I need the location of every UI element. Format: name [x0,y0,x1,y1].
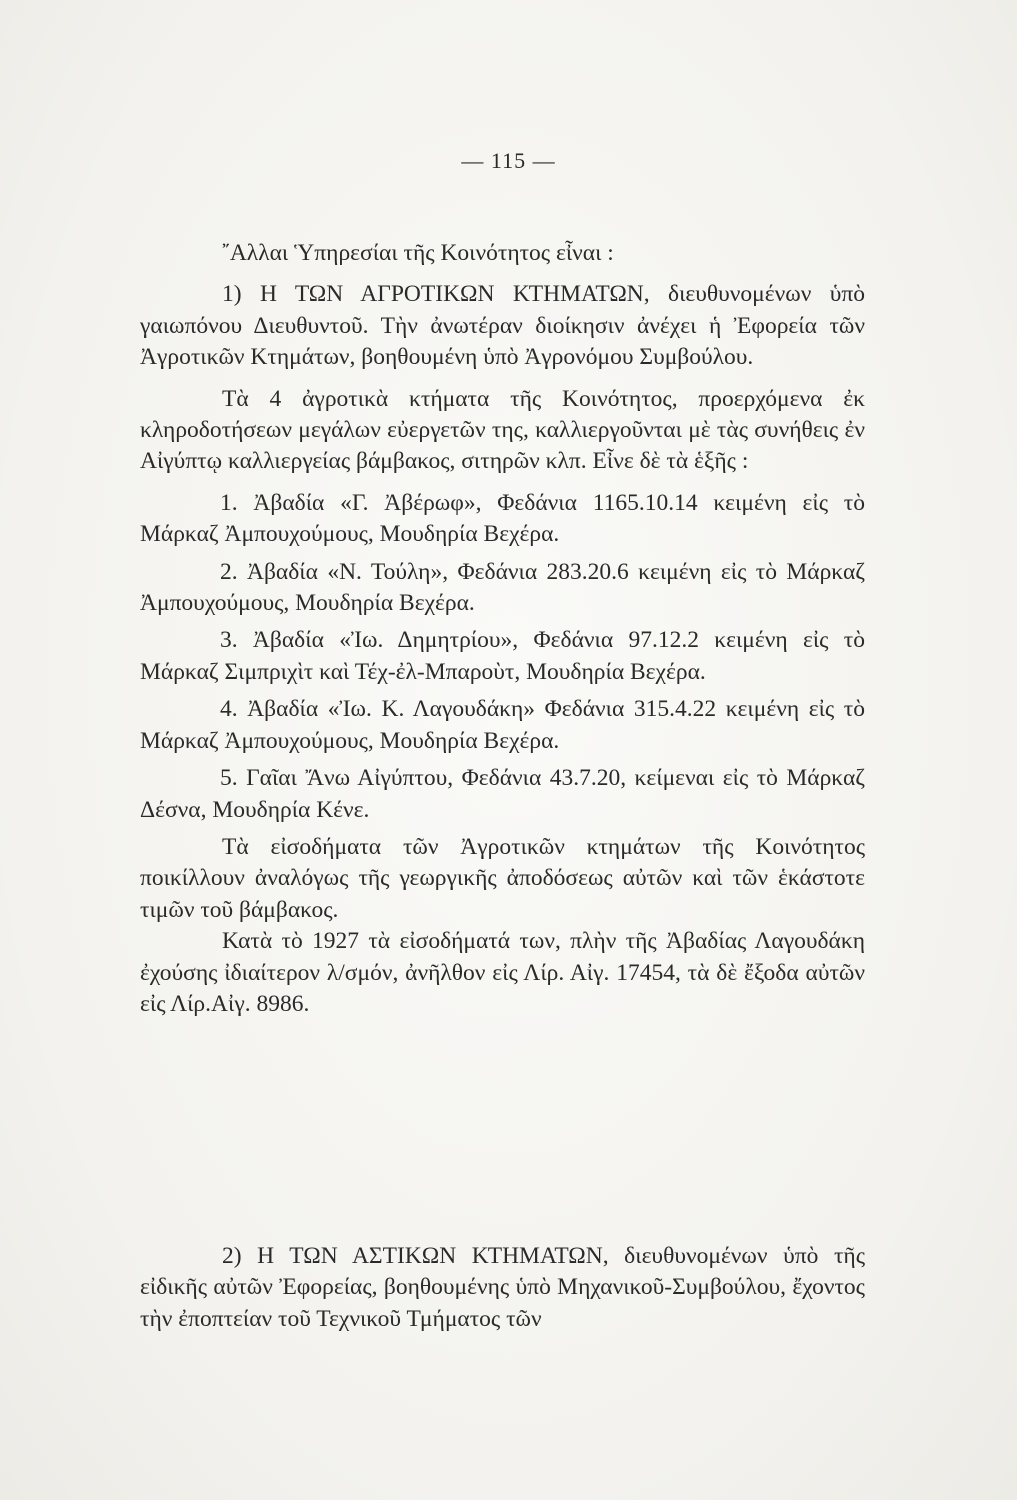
list-item-5: 5. Γαῖαι Ἄνω Αἰγύπτου, Φεδάνια 43.7.20, κείμεναι εἰς τὸ Μάρκαζ Δέσνα, Μουδηρία Κένε. [140,765,865,823]
list-item-1: 1. Ἀβαδία «Γ. Ἀβέρωφ», Φεδάνια 1165.10.14 κειμένη εἰς τὸ Μάρκαζ Ἀμπουχούμους, Μουδηρία Βεχέρα. [140,489,865,548]
section-2-heading-paragraph: 2) Η ΤΩΝ ΑΣΤΙΚΩΝ ΚΤΗΜΑΤΩΝ, διευθυνομένων ὑπὸ τῆς εἰδικῆς αὐτῶν Ἐφορείας, βοηθουμένης ὑπὸ Μηχανικοῦ-Συμβούλου, ἔχοντος τὴν ἐποπτείαν τοῦ Τεχνικοῦ Τμήματος τῶν [140,1243,865,1332]
page-number: — 115 — [461,148,556,173]
list-item-2: 2. Ἀβαδία «Ν. Τούλη», Φεδάνια 283.20.6 κειμένη εἰς τὸ Μάρκαζ Ἀμπουχούμους, Μουδηρία Βεχέρα. [140,558,865,617]
income-paragraph: Τὰ εἰσοδήματα τῶν Ἀγροτικῶν κτημάτων τῆς Κοινότητος ποικίλλουν ἀναλόγως τῆς γεωργικῆς ἀποδόσεως αὐτῶν καὶ τῶν ἑκάστοτε τιμῶν τοῦ βάμβακος. [140,833,865,923]
list-item-4: 4. Ἀβαδία «Ἰω. Κ. Λαγουδάκη» Φεδάνια 315.4.22 κειμένη εἰς τὸ Μάρκαζ Ἀμπουχούμους, Μουδηρία Βεχέρα. [140,696,865,754]
intro-line: ῎Αλλαι Ὑπηρεσίαι τῆς Κοινότητος εἶναι : [222,240,614,266]
section-1-text [140,238,865,1020]
section-2-text [140,1241,865,1335]
section-1-heading-paragraph: 1) Η ΤΩΝ ΑΓΡΟΤΙΚΩΝ ΚΤΗΜΑΤΩΝ, διευθυνομένων ὑπὸ γαιωπόνου Διευθυντοῦ. Τὴν ἀνωτέραν διοίκησιν ἀνέχει ἡ Ἐφορεία τῶν Ἀγροτικῶν Κτημάτων, βοηθουμένη ὑπὸ Ἀγρονόμου Συμβούλου. [140,281,865,371]
list-item-3: 3. Ἀβαδία «Ἰω. Δημητρίου», Φεδάνια 97.12.2 κειμένη εἰς τὸ Μάρκαζ Σιμπριχὶτ καὶ Τέχ-ἐλ-Μπαροὺτ, Μουδηρία Βεχέρα. [140,627,865,685]
figures-paragraph: Κατὰ τὸ 1927 τὰ εἰσοδήματά των, πλὴν τῆς Ἀβαδίας Λαγουδάκη ἐχούσης ἰδιαίτερον λ/σμόν, ἀνῆλθον εἰς Λίρ. Αἰγ. 17454, τὰ δὲ ἔξοδα αὐτῶν εἰς Λίρ.Αἰγ. 8986. [140,928,865,1017]
section-1-paragraph: Τὰ 4 ἀγροτικὰ κτήματα τῆς Κοινότητος, προερχόμενα ἐκ κληροδοτήσεων μεγάλων εὐεργετῶν της, καλλιεργοῦνται μὲ τὰς συνήθεις ἐν Αἰγύπτῳ καλλιεργείας βάμβακος, σιτηρῶν κλπ. Εἶνε δὲ τὰ ἑξῆς : [140,385,865,475]
